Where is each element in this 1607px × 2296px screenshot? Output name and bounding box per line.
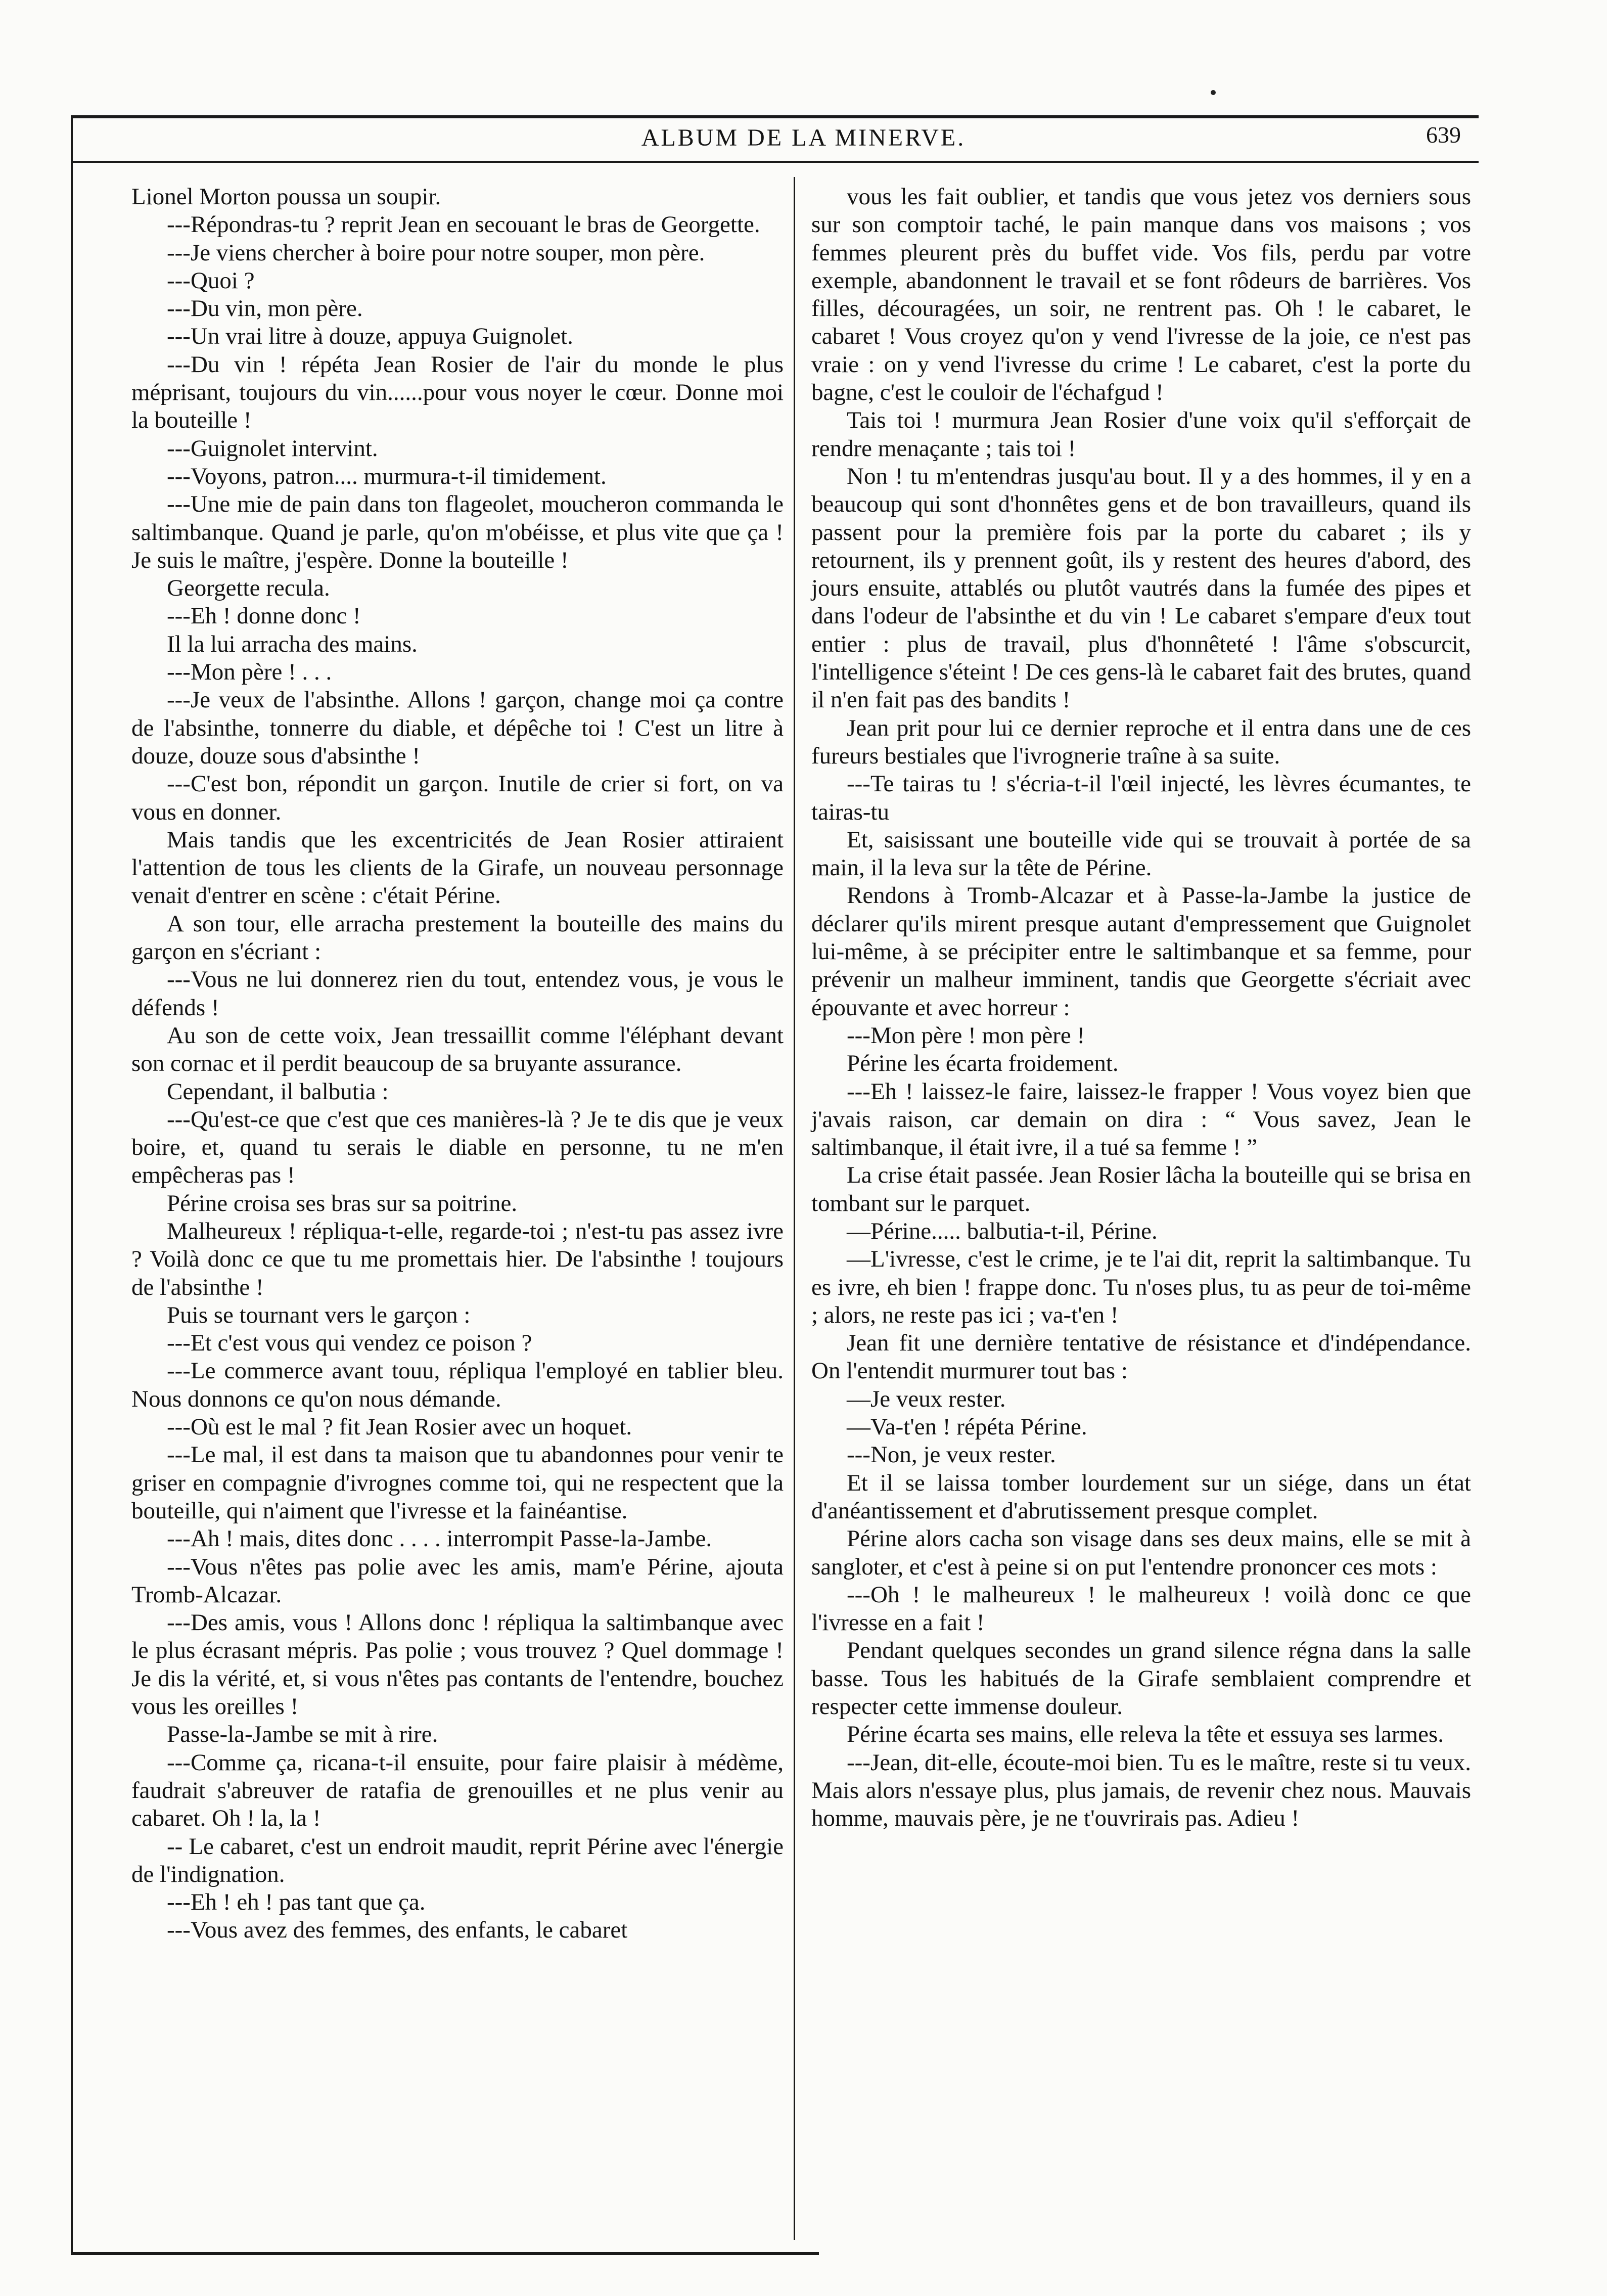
paragraph: ---Et c'est vous qui vendez ce poison ? <box>167 1330 532 1357</box>
page-number: 639 <box>1426 122 1461 148</box>
paragraph: Périne les écarta froidement. <box>847 1050 1119 1077</box>
paragraph: ---Le mal, il est dans ta maison que tu abandonnes pour venir te griser en compagnie d'ivrognes comme toi, qui ne respectent que la bouteille, qui n'aiment que l'ivresse et la fainéantise. <box>131 1442 784 1524</box>
paragraph: Périne croisa ses bras sur sa poitrine. <box>167 1190 518 1217</box>
paragraph: ---Mon père ! mon père ! <box>847 1022 1085 1049</box>
paragraph: Puis se tournant vers le garçon : <box>167 1301 471 1328</box>
paragraph: ---Des amis, vous ! Allons donc ! répliqua la saltimbanque avec le plus écrasant mépris. Pas polie ; vous trouvez ? Quel dommage ! Je dis la vérité, et, si vous n'êtes pas contants de l'entendre, bouchez vous les oreilles ! <box>131 1609 784 1720</box>
paragraph: ---Qu'est-ce que c'est que ces manières-là ? Je te dis que je veux boire, et, quand tu serais le diable en personne, tu ne m'en empêcheras pas ! <box>131 1106 784 1189</box>
paragraph: —Périne..... balbutia-t-il, Périne. <box>847 1218 1158 1244</box>
paragraph: ---Du vin, mon père. <box>167 295 363 322</box>
paragraph: ---Vous ne lui donnerez rien du tout, entendez vous, je vous le défends ! <box>131 966 784 1021</box>
paragraph: Et il se laissa tomber lourdement sur un siége, dans un état d'anéantissement et d'abrutissement presque complet. <box>811 1469 1471 1524</box>
left-column <box>131 183 784 1945</box>
paragraph: vous les fait oublier, et tandis que vous jetez vos derniers sous sur son comptoir taché, le pain manque dans vos maisons ; vos femmes pleurent près du buffet vide. Vos fils, perdu par votre exemple, abandonnent le travail et se font rôdeurs de barrières. Vos filles, découragées, un soir, ne rentrent pas. Oh ! le cabaret, le cabaret ! Vous croyez qu'on y vend l'ivresse de la joie, ce n'est pas vraie : on y vend l'ivresse du crime ! Le cabaret, c'est la porte du bagne, c'est le couloir de l'échafgud ! <box>811 184 1471 406</box>
column-divider <box>794 177 795 2240</box>
paragraph: ---Où est le mal ? fit Jean Rosier avec un hoquet. <box>167 1414 632 1440</box>
paragraph: ---Je viens chercher à boire pour notre souper, mon père. <box>167 239 705 266</box>
paragraph: ---Te tairas tu ! s'écria-t-il l'œil injecté, les lèvres écumantes, te tairas-tu <box>811 771 1471 825</box>
paragraph: A son tour, elle arracha prestement la bouteille des mains du garçon en s'écriant : <box>131 910 784 965</box>
frame-bottom-rule <box>71 2252 819 2255</box>
paragraph: Au son de cette voix, Jean tressaillit comme l'éléphant devant son cornac et il perdit beaucoup de sa bruyante assurance. <box>131 1022 784 1077</box>
paragraph: Et, saisissant une bouteille vide qui se trouvait à portée de sa main, il la leva sur la tête de Périne. <box>811 826 1471 881</box>
paragraph: ---Vous n'êtes pas polie avec les amis, mam'e Périne, ajouta Tromb-Alcazar. <box>131 1553 784 1608</box>
paragraph: ---Non, je veux rester. <box>847 1442 1056 1468</box>
paragraph: ---Eh ! laissez-le faire, laissez-le frapper ! Vous voyez bien que j'avais raison, car demain on dira : “ Vous savez, Jean le saltimbanque, il était ivre, il a tué sa femme ! ” <box>811 1078 1471 1161</box>
paragraph: ---Vous avez des femmes, des enfants, le cabaret <box>167 1917 628 1944</box>
paragraph: ---Oh ! le malheureux ! le malheureux ! voilà donc ce que l'ivresse en a fait ! <box>811 1581 1471 1636</box>
paragraph: Cependant, il balbutia : <box>167 1078 389 1105</box>
paragraph: Passe-la-Jambe se mit à rire. <box>167 1721 438 1748</box>
paragraph: ---Mon père ! . . . <box>167 659 332 686</box>
running-title: ALBUM DE LA MINERVE. <box>641 124 966 151</box>
paragraph: -- Le cabaret, c'est un endroit maudit, reprit Périne avec l'énergie de l'indignation. <box>131 1833 784 1887</box>
paragraph: ---Répondras-tu ? reprit Jean en secouant le bras de Georgette. <box>167 211 760 238</box>
ink-dot <box>1211 90 1216 95</box>
paragraph: Rendons à Tromb-Alcazar et à Passe-la-Jambe la justice de déclarer qu'ils mirent presque autant d'empressement que Guignolet lui-même, à se précipiter entre le saltimbanque et sa femme, pour prévenir un malheur imminent, tandis que Georgette s'écriait avec épouvante et avec horreur : <box>811 882 1471 1021</box>
paragraph: Mais tandis que les excentricités de Jean Rosier attiraient l'attention de tous les clients de la Girafe, un nouveau personnage venait d'entrer en scène : c'était Périne. <box>131 826 784 909</box>
paragraph: ---Le commerce avant touu, répliqua l'employé en tablier bleu. Nous donnons ce qu'on nous démande. <box>131 1358 784 1412</box>
paragraph: ---Eh ! eh ! pas tant que ça. <box>167 1889 426 1916</box>
paragraph: ---Voyons, patron.... murmura-t-il timidement. <box>167 463 607 489</box>
paragraph: Périne écarta ses mains, elle releva la tête et essuya ses larmes. <box>847 1721 1444 1748</box>
paragraph: ---Une mie de pain dans ton flageolet, moucheron commanda le saltimbanque. Quand je parle, qu'on m'obéisse, et plus vite que ça ! Je suis le maître, j'espère. Donne la bouteille ! <box>131 491 784 573</box>
paragraph: Jean prit pour lui ce dernier reproche et il entra dans une de ces fureurs bestiales que l'ivrognerie traîne à sa suite. <box>811 714 1471 769</box>
paragraph: ---Je veux de l'absinthe. Allons ! garçon, change moi ça contre de l'absinthe, tonnerre du diable, et dépêche toi ! C'est un litre à douze, douze sous d'absinthe ! <box>131 687 784 769</box>
paragraph: Tais toi ! murmura Jean Rosier d'une voix qu'il s'efforçait de rendre menaçante ; tais toi ! <box>811 407 1471 462</box>
paragraph: ---Quoi ? <box>167 267 255 294</box>
paragraph: —Va-t'en ! répéta Périne. <box>847 1414 1087 1440</box>
paragraph: Malheureux ! répliqua-t-elle, regarde-toi ; n'est-tu pas assez ivre ? Voilà donc ce que tu me promettais hier. De l'absinthe ! toujours de l'absinthe ! <box>131 1218 784 1300</box>
header-rule-bottom <box>71 161 1479 163</box>
paragraph: ---Jean, dit-elle, écoute-moi bien. Tu es le maître, reste si tu veux. Mais alors n'essaye plus, plus jamais, de revenir chez nous. Mauvais homme, mauvais père, je ne t'ouvrirais pas. Adieu ! <box>811 1749 1471 1832</box>
paragraph: ---Comme ça, ricana-t-il ensuite, pour faire plaisir à médème, faudrait s'abreuver de ratafia de grenouilles et ne plus venir au cabaret. Oh ! la, la ! <box>131 1749 784 1832</box>
paragraph: ---Eh ! donne donc ! <box>167 603 361 629</box>
paragraph: Jean fit une dernière tentative de résistance et d'indépendance. On l'entendit murmurer tout bas : <box>811 1330 1471 1384</box>
paragraph: ---Un vrai litre à douze, appuya Guignolet. <box>167 323 573 350</box>
paragraph: —Je veux rester. <box>847 1385 1006 1412</box>
paragraph: ---Du vin ! répéta Jean Rosier de l'air du monde le plus méprisant, toujours du vin......pour vous noyer le cœur. Donne moi la bouteille ! <box>131 351 784 434</box>
paragraph: La crise était passée. Jean Rosier lâcha la bouteille qui se brisa en tombant sur le parquet. <box>811 1162 1471 1217</box>
paragraph: ---Ah ! mais, dites donc . . . . interrompit Passe-la-Jambe. <box>167 1525 712 1552</box>
paragraph: ---C'est bon, répondit un garçon. Inutile de crier si fort, on va vous en donner. <box>131 771 784 825</box>
paragraph: Périne alors cacha son visage dans ses deux mains, elle se mit à sangloter, et c'est à peine si on put l'entendre prononcer ces mots : <box>811 1525 1471 1580</box>
paragraph: ---Guignolet intervint. <box>167 435 378 462</box>
paragraph: Georgette recula. <box>167 575 330 602</box>
paragraph: —L'ivresse, c'est le crime, je te l'ai dit, reprit la saltimbanque. Tu es ivre, eh bien ! frappe donc. Tu n'oses plus, tu as peur de toi-même ; alors, ne reste pas ici ; va-t'en ! <box>811 1246 1471 1328</box>
paragraph: Il la lui arracha des mains. <box>167 631 418 657</box>
header-rule-top <box>71 115 1479 118</box>
paragraph: Lionel Morton poussa un soupir. <box>131 184 441 210</box>
paragraph: Non ! tu m'entendras jusqu'au bout. Il y a des hommes, il y en a beaucoup qui sont d'honnêtes gens et de bon travailleurs, quand ils passent pour la première fois par la porte du cabaret ; ils y retournent, ils y prennent goût, ils y restent des heures d'abord, des jours ensuite, attablés ou plutôt vautrés dans la fumée des pipes et dans l'odeur de l'absinthe et du vin ! Le cabaret s'empare d'eux tout entier : plus de travail, plus d'honnêteté ! l'âme s'obscurcit, l'intelligence s'éteint ! De ces gens-là le cabaret fait des brutes, quand il n'en fait pas des bandits ! <box>811 463 1471 713</box>
right-column <box>811 183 1471 1833</box>
paragraph: Pendant quelques secondes un grand silence régna dans la salle basse. Tous les habitués de la Girafe semblaient comprendre et respecter cette immense douleur. <box>811 1637 1471 1720</box>
frame-left-rule <box>71 115 73 2254</box>
